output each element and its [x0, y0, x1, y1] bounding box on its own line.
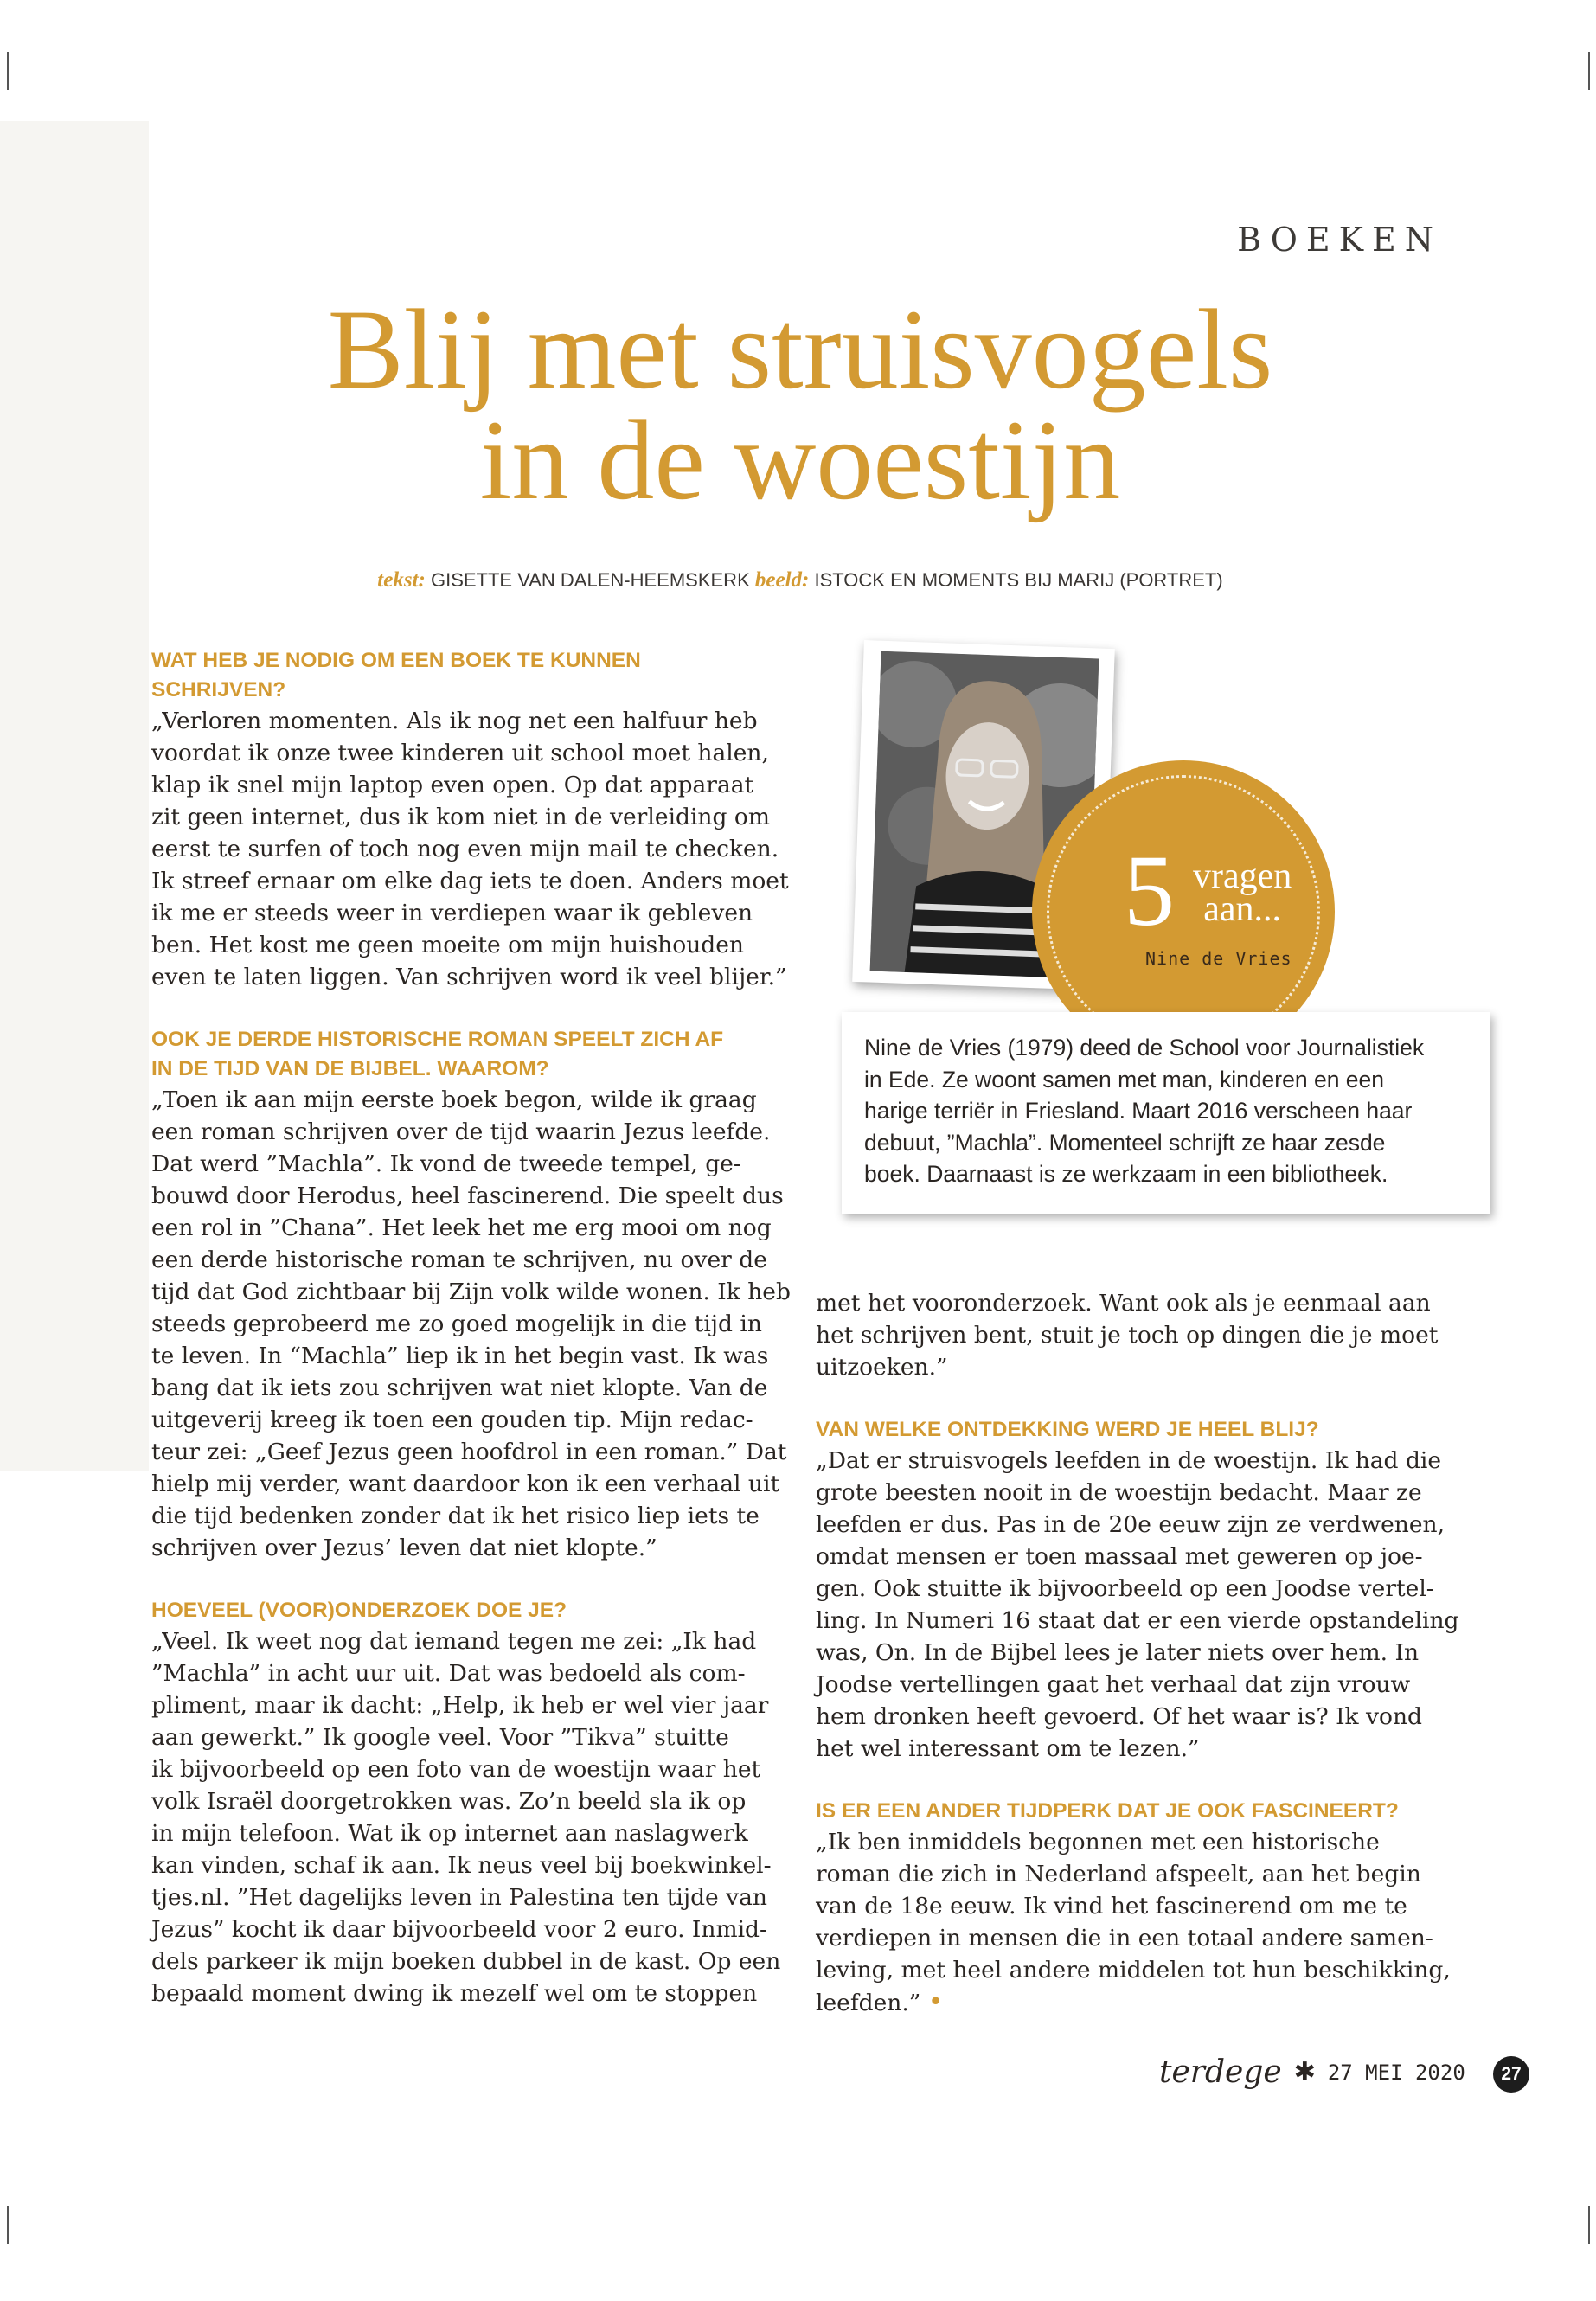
answer-line: verdiepen in mensen die in een totaal andere samen-: [816, 1925, 1433, 1952]
answer-line: pliment, maar ik dacht: „Help, ik heb er wel vier jaar: [151, 1692, 769, 1719]
answer-line: een rol in ”Chana”. Het leek het me erg mooi om nog: [151, 1215, 772, 1241]
bio-line: harige terriër in Friesland. Maart 2016 verscheen haar: [864, 1098, 1413, 1124]
title-line: in de woestijn: [479, 396, 1121, 523]
answer-line: Jezus” kocht ik daar bijvoorbeeld voor 2 euro. Inmid-: [151, 1916, 767, 1943]
question-heading: SCHRIJVEN?: [151, 678, 286, 702]
answer-line: aan gewerkt.” Ik google veel. Voor ”Tikva” stuitte: [151, 1724, 729, 1751]
answer-line: van de 18e eeuw. Ik vind het fascinerend om me te: [816, 1893, 1407, 1920]
answer-line: roman die zich in Nederland afspeelt, aan het begin: [816, 1861, 1421, 1888]
answer-line: bepaald moment dwing ik mezelf wel om te stoppen: [151, 1980, 758, 2007]
crop-mark: [1588, 52, 1590, 90]
credit-image-label: beeld:: [754, 568, 810, 592]
answer-line: Dat werd ”Machla”. Ik vond de tweede tempel, ge-: [151, 1150, 741, 1177]
answer-line: hem dronken heeft gevoerd. Of het waar is? Ik vond: [816, 1703, 1422, 1730]
badge-person-name: Nine de Vries: [1145, 948, 1292, 969]
badge-caption: [1193, 856, 1292, 929]
question-heading: IS ER EEN ANDER TIJDPERK DAT JE OOK FASCINEERT?: [816, 1799, 1399, 1823]
answer-line: volk Israël doorgetrokken was. Zo’n beeld sla ik op: [151, 1788, 747, 1815]
left-column: [151, 646, 792, 2009]
answer-line: uitgeverij kreeg ik toen een gouden tip. Mijn redac-: [151, 1407, 753, 1433]
section-label: BOEKEN: [1237, 221, 1442, 259]
answer-line: eerst te surfen of toch nog even mijn mail te checken.: [151, 836, 779, 862]
answer-line: het schrijven bent, stuit je toch op dingen die je moet: [816, 1322, 1439, 1349]
question-heading: VAN WELKE ONTDEKKING WERD JE HEEL BLIJ?: [816, 1418, 1319, 1441]
answer-line: Ik streef ernaar om elke dag iets te doen. Anders moet: [151, 868, 789, 894]
answer-line: ik bijvoorbeeld op een foto van de woestijn waar het: [151, 1756, 761, 1783]
answer-line: hielp mij verder, want daardoor kon ik een verhaal uit: [151, 1471, 780, 1497]
answer-line: tjes.nl. ”Het dagelijks leven in Palestina ten tijde van: [151, 1884, 767, 1911]
right-column: [816, 1287, 1465, 2019]
answer-line: steeds geprobeerd me zo goed mogelijk in die tijd in: [151, 1311, 762, 1337]
answer-line: een roman schrijven over de tijd waarin Jezus leefde.: [151, 1118, 771, 1145]
answer-line: ben. Het kost me geen moeite om mijn huishouden: [151, 932, 744, 958]
bio-line: debuut, ”Machla”. Momenteel schrijft ze haar zesde: [864, 1129, 1386, 1156]
answer-line: bouwd door Herodus, heel fascinerend. Die speelt dus: [151, 1183, 784, 1209]
answer-line: een derde historische roman te schrijven, nu over de: [151, 1247, 767, 1273]
answer-line: ling. In Numeri 16 staat dat er een vierde opstandeling: [816, 1607, 1459, 1634]
answer-line: teur zei: „Geef Jezus geen hoofdrol in een roman.” Dat: [151, 1439, 787, 1465]
answer-line: te leven. In “Machla” liep ik in het begin vast. Ik was: [151, 1343, 769, 1369]
badge-number: 5: [1124, 834, 1175, 947]
credit-text-value: GISETTE VAN DALEN-HEEMSKERK: [430, 569, 750, 591]
bio-line: Nine de Vries (1979) deed de School voor Journalistiek: [864, 1035, 1425, 1061]
answer-line: ”Machla” in acht uur uit. Dat was bedoeld als com-: [151, 1660, 746, 1687]
paragraph-gap: [151, 1564, 792, 1596]
page-footer: [1159, 2054, 1465, 2090]
answer-line: kan vinden, schaf ik aan. Ik neus veel bij boekwinkel-: [151, 1852, 772, 1879]
page-gutter-shade: [0, 121, 149, 1471]
crop-mark: [7, 2206, 9, 2244]
paragraph-gap: [816, 1383, 1465, 1415]
question-heading: HOEVEEL (VOOR)ONDERZOEK DOE JE?: [151, 1599, 567, 1622]
question-heading: IN DE TIJD VAN DE BIJBEL. WAAROM?: [151, 1057, 549, 1080]
answer-line: schrijven over Jezus’ leven dat niet klopte.”: [151, 1535, 657, 1561]
answer-line: met het vooronderzoek. Want ook als je eenmaal aan: [816, 1290, 1431, 1317]
asterisk-icon: ✱: [1293, 2057, 1316, 2087]
answer-line: Joodse vertellingen gaat het verhaal dat zijn vrouw: [816, 1671, 1411, 1698]
crop-mark: [1588, 2206, 1590, 2244]
answer-line: omdat mensen er toen massaal met geweren op joe-: [816, 1543, 1423, 1570]
credit-image-value: ISTOCK EN MOMENTS BIJ MARIJ (PORTRET): [814, 569, 1223, 591]
answer-line: zit geen internet, dus ik kom niet in de verleiding om: [151, 804, 770, 830]
bio-line: in Ede. Ze woont samen met man, kinderen en een: [864, 1066, 1385, 1093]
answer-line: leefden er dus. Pas in de 20e eeuw zijn ze verdwenen,: [816, 1511, 1445, 1538]
magazine-logo: terdege: [1159, 2054, 1282, 2090]
answer-line: dels parkeer ik mijn boeken dubbel in de kast. Op een: [151, 1948, 781, 1975]
answer-line: [816, 1986, 1465, 2019]
answer-line: bang dat ik iets zou schrijven wat niet klopte. Van de: [151, 1375, 768, 1401]
answer-line: „Toen ik aan mijn eerste boek begon, wilde ik graag: [151, 1086, 757, 1113]
question-heading: OOK JE DERDE HISTORISCHE ROMAN SPEELT ZICH AF: [151, 1028, 724, 1051]
page-number: 27: [1493, 2056, 1529, 2093]
bio-line: boek. Daarnaast is ze werkzaam in een bibliotheek.: [864, 1161, 1388, 1187]
answer-line: was, On. In de Bijbel lees je later niets over hem. In: [816, 1639, 1420, 1666]
title-line: Blij met struisvogels: [327, 285, 1273, 413]
answer-line: in mijn telefoon. Wat ik op internet aan naslagwerk: [151, 1820, 748, 1847]
badge-caption-line: vragen: [1193, 856, 1292, 896]
answer-line: het wel interessant om te lezen.”: [816, 1735, 1200, 1762]
answer-line: die tijd bedenken zonder dat ik het risico liep iets te: [151, 1503, 760, 1529]
credit-text-label: tekst:: [377, 568, 426, 592]
answer-line: grote beesten nooit in de woestijn bedacht. Maar ze: [816, 1479, 1422, 1506]
question-heading: WAT HEB JE NODIG OM EEN BOEK TE KUNNEN: [151, 649, 641, 672]
answer-line: even te laten liggen. Van schrijven word ik veel blijer.”: [151, 964, 787, 990]
article-title: [242, 285, 1358, 523]
answer-line: „Verloren momenten. Als ik nog net een halfuur heb: [151, 708, 758, 734]
credits-line: [260, 568, 1341, 593]
issue-date: 27 MEI 2020: [1327, 2060, 1465, 2085]
author-bio-box: [842, 1012, 1490, 1214]
end-dot-icon: •: [927, 1987, 944, 2017]
answer-line: klap ik snel mijn laptop even open. Op dat apparaat: [151, 772, 754, 798]
answer-line: uitzoeken.”: [816, 1354, 948, 1381]
answer-line: leving, met heel andere middelen tot hun beschikking,: [816, 1957, 1451, 1984]
badge-caption-line: aan...: [1203, 889, 1282, 929]
answer-line: ik me er steeds weer in verdiepen waar ik gebleven: [151, 900, 753, 926]
answer-line: „Ik ben inmiddels begonnen met een historische: [816, 1829, 1380, 1856]
paragraph-gap: [151, 993, 792, 1025]
answer-line: „Dat er struisvogels leefden in de woestijn. Ik had die: [816, 1447, 1442, 1474]
answer-line-text: leefden.”: [816, 1990, 921, 2016]
answer-line: „Veel. Ik weet nog dat iemand tegen me zei: „Ik had: [151, 1628, 757, 1655]
paragraph-gap: [816, 1765, 1465, 1797]
crop-mark: [7, 52, 9, 90]
answer-line: tijd dat God zichtbaar bij Zijn volk wilde wonen. Ik heb: [151, 1279, 791, 1305]
answer-line: gen. Ook stuitte ik bijvoorbeeld op een Joodse vertel-: [816, 1575, 1434, 1602]
answer-line: voordat ik onze twee kinderen uit school moet halen,: [151, 740, 769, 766]
